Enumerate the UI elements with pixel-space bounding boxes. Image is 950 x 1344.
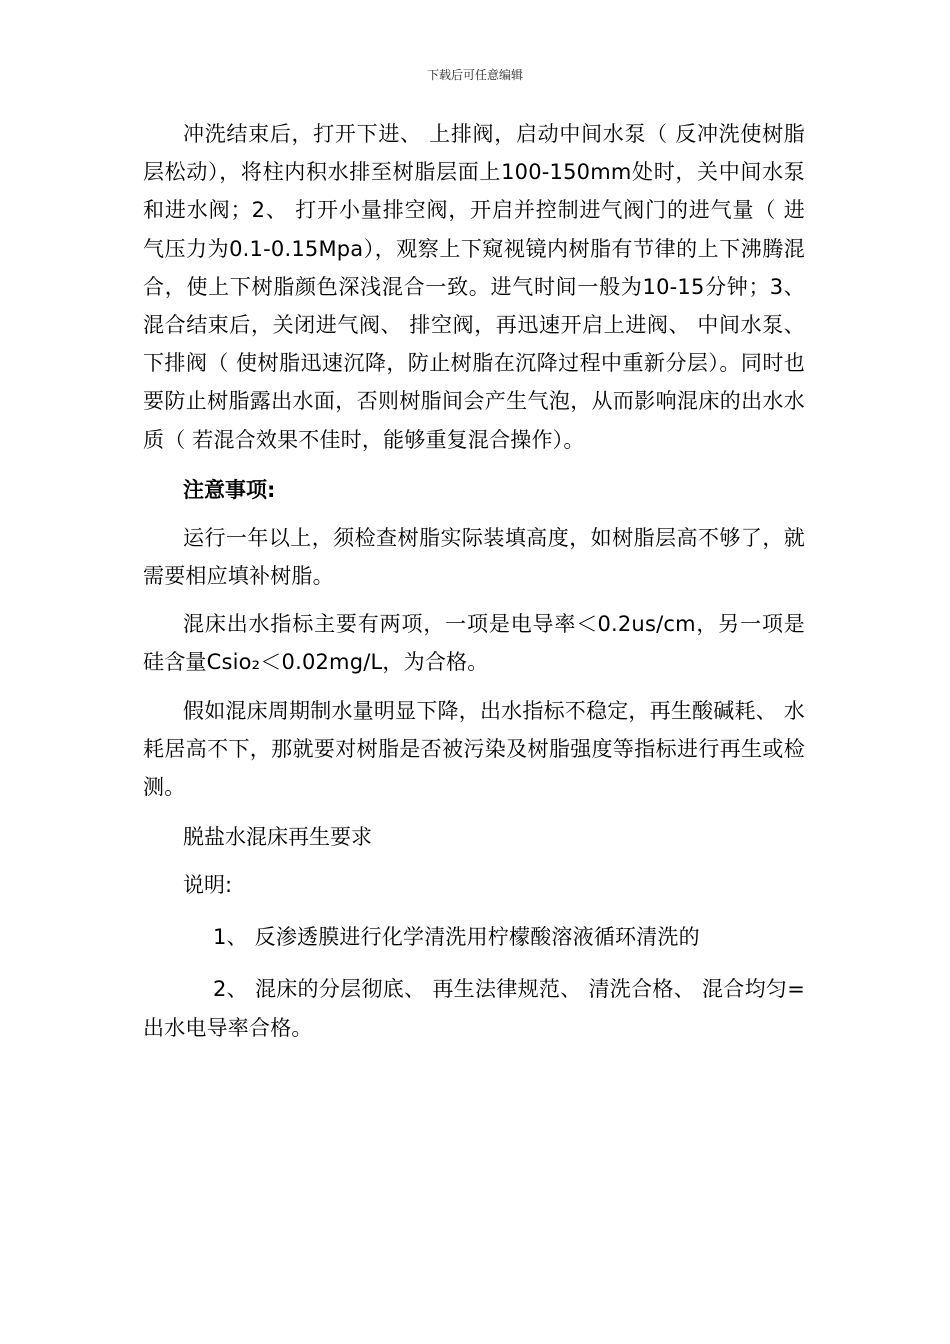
paragraph-output-indicators: 混床出水指标主要有两项，一项是电导率＜0.2us/cm，另一项是硅含量Csio₂＜0.02mg/L，为合格。 [143,612,805,675]
list-item-1: 1、 反渗透膜进行化学清洗用柠檬酸溶液循环清洗的 [213,925,700,950]
notice-heading: 注意事项: [183,477,276,502]
page-header-note: 下载后可任意编辑 [426,68,523,82]
section-heading: 脱盐水混床再生要求 [183,825,372,850]
document-body [143,115,805,1047]
paragraph-performance-decline: 假如混床周期制水量明显下降，出水指标不稳定，再生酸碱耗、 水耗居高不下，那就要对树脂是否被污染及树脂强度等指标进行再生或检测。 [143,698,805,800]
list-item-2: 2、 混床的分层彻底、 再生法律规范、 清洗合格、 混合均匀=出水电导率合格。 [143,977,805,1040]
paragraph-resin-refill: 运行一年以上，须检查树脂实际装填高度，如树脂层高不够了，就需要相应填补树脂。 [143,525,805,589]
explain-heading: 说明: [183,873,233,898]
paragraph-mixing-procedure: 冲洗结束后，打开下进、 上排阀，启动中间水泵（ 反冲洗使树脂层松动），将柱内积水排至树脂层面上100-150mm处时，关中间水泵和进水阀；2、 打开小量排空阀，开启并控制进气阀门的进气量（ 进气压力为0.1-0.15Mpa），观察上下窥视镜内树脂有节律的上下沸腾混合，使上下树脂颜色深浅混合一致。进气时间一般为10-15分钟；3、 混合结束后，关闭进气阀、 排空阀，再迅速开启上进阀、 中间水泵、 下排阀（ 使树脂迅速沉降，防止树脂在沉降过程中重新分层）。同时也要防止树脂露出水面，否则树脂间会产生气泡，从而影响混床的出水水质（ 若混合效果不佳时，能够重复混合操作）。 [143,122,805,452]
